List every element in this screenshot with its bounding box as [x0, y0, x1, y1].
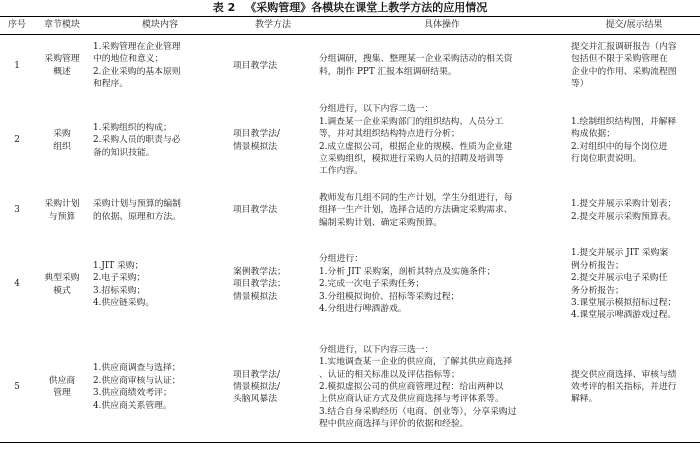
- table-title: 《采购管理》各模块在课堂上教学方法的应用情况: [245, 1, 488, 14]
- cell-method: 项目教学法: [233, 60, 277, 71]
- header-content: 模块内容: [141, 20, 178, 31]
- cell-module: 供应商 管理: [48, 375, 76, 399]
- cell-result: 1.提交并展示 JIT 采购案 例分析报告； 2.提交并展示电子采购任 务分析报告； 3.课堂展示模拟招标过程； 4.课堂展示啤酒游戏过程。: [571, 248, 677, 321]
- cell-result: 提交并汇报调研报告（内容 包括但不限于采购管理在 企业中的作用、采购流程图 等）: [571, 41, 677, 90]
- cell-result: 提交供应商选择、审核与绩 效考评的相关指标，并进行 解释。: [571, 369, 677, 405]
- cell-operation: 教师发布几组不同的生产计划，学生分组进行，每 组择一生产计划，选择合适的方法确定采购需求、 编制采购计划、确定采购预算。: [319, 192, 513, 228]
- cell-operation: 分组调研，搜集、整理某一企业采购活动的相关资 料，制作 PPT 汇报本组调研结果。: [319, 54, 513, 77]
- table-row: [0, 97, 700, 185]
- cell-module: 采购 组织: [53, 129, 71, 152]
- cell-no: 5: [14, 382, 20, 393]
- table-number: 表 2: [212, 1, 236, 14]
- cell-result: 1.绘制组织结构图，并解释 构成依据； 2.对组织中的每个岗位进 行岗位职责说明。: [571, 116, 677, 164]
- cell-no: 3: [14, 205, 20, 216]
- table-row: [0, 185, 700, 237]
- table-header-row: [0, 17, 700, 35]
- cell-content: 1.供应商调查与选择； 2.供应商审核与认证； 3.供应商绩效考评； 4.供应商关系管理。: [93, 363, 181, 411]
- cell-operation: 分组进行，以下内容三选一： 1.实地调查某一企业的供应商，了解其供应商选择 、认证的相关标准以及评估指标等； 2.模拟虚拟公司的供应商管理过程：给出两种以 上供应商认证方式及供应商选择与考评体系等。 3.结合自身采购经历（电商、创业等），分享采购过 程中供应商选择与评价的依据和经验。: [319, 344, 517, 430]
- header-no: 序号: [7, 20, 26, 31]
- header-result: 提交/展示结果: [605, 20, 663, 31]
- table-row: [0, 35, 700, 97]
- cell-operation: 分组进行，以下内容二选一： 1.调查某一企业采购部门的组织结构、人员分工 等，并对其组织结构特点进行分析； 2.成立虚拟公司，根据企业的规模、性质为企业建 立采购组织，模拟进行采购人员的招聘及培训等 工作内容。: [319, 104, 513, 177]
- table-caption: [0, 0, 700, 16]
- table-row: [0, 333, 700, 443]
- cell-method: 案例教学法； 项目教学法； 情景模拟法: [233, 266, 286, 302]
- cell-content: 1.采购组织的构成； 2.采购人员的职责与必 备的知识技能。: [93, 122, 181, 158]
- cell-no: 4: [14, 279, 20, 290]
- cell-module: 采购计划 与预算: [44, 199, 80, 222]
- cell-no: 1: [14, 60, 20, 71]
- cell-module: 典型采购 模式: [44, 273, 80, 296]
- cell-content: 1.JIT 采购； 2.电子采购； 3.招标采购； 4.供应链采购。: [93, 260, 155, 308]
- teaching-methods-table: [0, 16, 700, 443]
- table-row: [0, 237, 700, 333]
- cell-operation: 分组进行： 1.分析 JIT 采购案，剖析其特点及实施条件； 2.完成一次电子采购任务； 3.分组模拟询价、招标等采购过程； 4.分组进行啤酒游戏。: [319, 254, 496, 315]
- cell-content: 1.采购管理在企业管理 中的地位和意义； 2.企业采购的基本原则 和程序。: [93, 41, 181, 90]
- cell-module: 采购管理 概述: [44, 54, 80, 77]
- cell-method: 项目教学法/ 情景模拟法: [233, 129, 280, 152]
- cell-no: 2: [14, 135, 20, 146]
- cell-content: 采购计划与预算的编制 的依据、原理和方法。: [93, 199, 181, 222]
- header-module: 章节模块: [43, 20, 80, 31]
- header-method: 教学方法: [254, 20, 291, 31]
- cell-method: 项目教学法/ 情景模拟法/ 头脑风暴法: [233, 369, 280, 405]
- header-operation: 具体操作: [423, 20, 460, 31]
- cell-result: 1.提交并展示采购计划表； 2.提交并展示采购预算表。: [571, 199, 677, 222]
- cell-method: 项目教学法: [233, 205, 277, 216]
